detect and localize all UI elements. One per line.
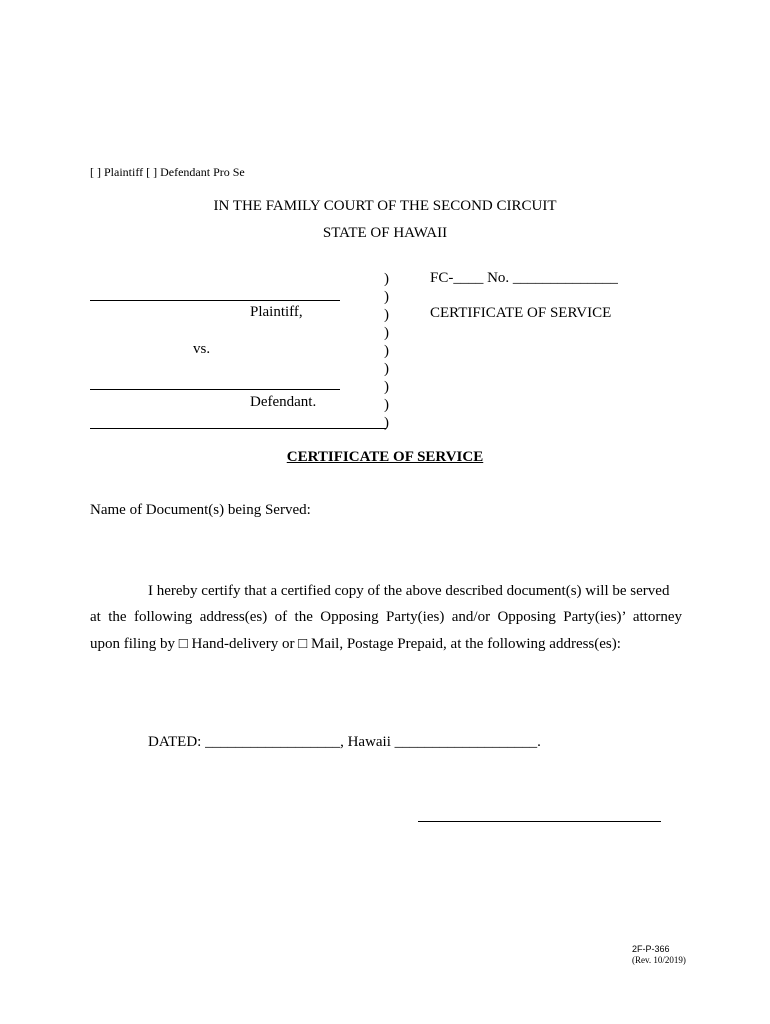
caption-paren: ) — [384, 343, 389, 359]
caption-paren: ) — [384, 379, 389, 395]
defendant-label: Defendant. — [250, 394, 317, 410]
dated-line[interactable]: DATED: __________________, Hawaii ___________________. — [148, 734, 541, 750]
caption-paren: ) — [384, 325, 389, 341]
caption-document-title: CERTIFICATE OF SERVICE — [430, 305, 612, 321]
caption-paren: ) — [384, 307, 389, 323]
plaintiff-label: Plaintiff, — [250, 304, 303, 320]
certificate-heading: CERTIFICATE OF SERVICE — [286, 449, 484, 465]
state-title: STATE OF HAWAII — [322, 225, 448, 241]
form-number: 2F-P-366 — [632, 944, 670, 954]
documents-served-label: Name of Document(s) being Served: — [90, 502, 311, 518]
signature-line[interactable] — [418, 821, 661, 822]
caption-paren: ) — [384, 361, 389, 377]
case-number-field[interactable]: FC-____ No. ______________ — [430, 270, 618, 286]
caption-paren: ) — [384, 271, 389, 287]
caption-paren: ) — [384, 289, 389, 305]
caption-paren: ) — [384, 415, 389, 431]
revision-date: (Rev. 10/2019) — [632, 955, 686, 965]
caption-paren: ) — [384, 397, 389, 413]
caption-bottom-line — [90, 428, 386, 429]
plaintiff-name-line[interactable] — [90, 300, 340, 301]
court-title: IN THE FAMILY COURT OF THE SECOND CIRCUIT — [213, 198, 557, 214]
defendant-name-line[interactable] — [90, 389, 340, 390]
certify-line-2: at the following address(es) of the Opposing Party(ies) and/or Opposing Party(ies)’ attorney — [90, 609, 682, 625]
party-checkboxes-line[interactable]: [ ] Plaintiff [ ] Defendant Pro Se — [90, 165, 245, 179]
certify-line-1: I hereby certify that a certified copy of the above described document(s) will be served — [148, 583, 670, 599]
certify-line-3: upon filing by □ Hand-delivery or □ Mail, Postage Prepaid, at the following address(es): — [90, 636, 621, 652]
vs-label: vs. — [193, 341, 211, 357]
